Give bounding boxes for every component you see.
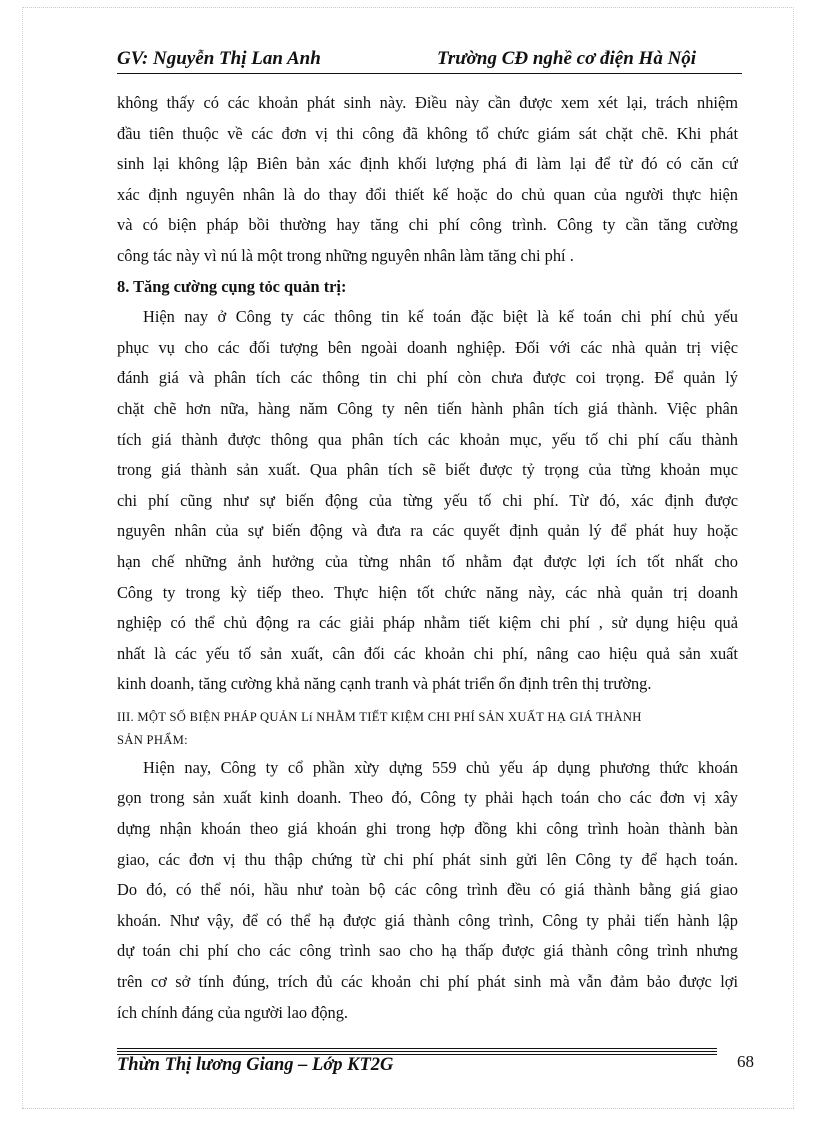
section-heading-3-cont: SẢN PHẨM: bbox=[117, 732, 188, 747]
body-line: đầu tiên thuộc về các đơn vị thi công đã không tổ chức giám sát chặt chẽ. Khi phát bbox=[117, 123, 738, 143]
body-line: Hiện nay, Công ty cổ phần xừy dựng 559 chủ yếu áp dụng phương thức khoán bbox=[143, 757, 738, 777]
body-line: phục vụ cho các đối tượng bên ngoài doanh nghiệp. Đối với các nhà quản trị việc bbox=[117, 337, 738, 357]
document-body bbox=[117, 88, 738, 1028]
body-line: khoán. Như vậy, để có thể hạ được giá thành công trình, Công ty phải tiến hành lập bbox=[117, 910, 738, 930]
body-line: nhất là các yếu tố sản xuất, cân đối các khoản chi phí, nâng cao hiệu quả sản xuất bbox=[117, 643, 738, 663]
body-line: xác định nguyên nhân là do thay đổi thiết kế hoặc do chủ quan của người thực hiện bbox=[117, 184, 738, 204]
body-line: chặt chẽ hơn nữa, hàng năm Công ty nên tiến hành phân tích giá thành. Việc phân bbox=[117, 398, 738, 418]
section-heading-8: 8. Tăng cường cụng tỏc quản trị: bbox=[117, 276, 347, 296]
footer-rule bbox=[117, 1048, 717, 1049]
body-line: và có biện pháp bồi thường hay tăng chi phí công trình. Công ty cần tăng cường bbox=[117, 215, 738, 235]
body-line: sinh lại không lập Biên bản xác định khối lượng phá đi làm lại để từ đó có căn cứ bbox=[117, 154, 738, 174]
body-line: đánh giá và phân tích các thông tin chi phí còn chưa được coi trọng. Để quản lý bbox=[117, 368, 738, 388]
body-line: giao, các đơn vị thu thập chứng từ chi phí phát sinh gửi lên Công ty để hạch toán. bbox=[117, 849, 738, 869]
page-border-top bbox=[22, 7, 794, 8]
footer-author: Thừn Thị lương Giang – Lớp KT2G bbox=[117, 1055, 394, 1075]
page-border-right bbox=[793, 7, 794, 1108]
body-line: gọn trong sản xuất kinh doanh. Theo đó, Công ty phải hạch toán cho các đơn vị xây bbox=[117, 788, 738, 808]
body-line: chi phí cũng như sự biến động của từng yếu tố chi phí. Từ đó, xác định được bbox=[117, 490, 738, 510]
body-line: Công ty trong kỳ tiếp theo. Thực hiện tốt chức năng này, các nhà quản trị doanh bbox=[117, 582, 738, 602]
body-line: ích chính đáng của người lao động. bbox=[117, 1002, 349, 1022]
page-number: 68 bbox=[737, 1052, 754, 1071]
body-line: Do đó, có thể nói, hầu như toàn bộ các công trình đều có giá thành bằng giá giao bbox=[117, 880, 738, 900]
body-line: công tác này vì nú là một trong những nguyên nhân làm tăng chi phí . bbox=[117, 245, 574, 265]
body-line: nguyên nhân của sự biến động và đưa ra các quyết định quản lý để phát huy hoặc bbox=[117, 521, 738, 541]
body-line: dựng nhận khoán theo giá khoán ghi trong hợp đồng khi công trình hoàn thành bàn bbox=[117, 819, 738, 839]
section-heading-3: III. MỘT SỐ BIỆN PHÁP QUẢN Lí NHẰM TIẾT KIỆM CHI PHÍ SẢN XUẤT HẠ GIÁ THÀNH bbox=[117, 709, 642, 724]
body-line: hạn chế những ảnh hưởng của từng nhân tố nhằm đạt được lợi ích tốt nhất cho bbox=[117, 551, 738, 571]
header-rule bbox=[117, 73, 742, 74]
body-line: trên cơ sở tính đúng, trích đủ các khoản chi phí phát sinh mà vẫn đảm bảo được lợi bbox=[117, 972, 738, 992]
body-line: dự toán chi phí cho các công trình sao cho hạ thấp được giá thành công trình nhưng bbox=[117, 941, 738, 961]
body-line: Hiện nay ở Công ty các thông tin kế toán đặc biệt là kế toán chi phí chủ yếu bbox=[143, 307, 738, 327]
header-author: GV: Nguyễn Thị Lan Anh bbox=[117, 48, 321, 69]
header-school: Trường CĐ nghề cơ điện Hà Nội bbox=[437, 48, 697, 69]
body-line: nghiệp có thể chủ động ra các giải pháp nhằm tiết kiệm chi phí , sử dụng hiệu quả bbox=[117, 613, 738, 633]
page-header bbox=[117, 48, 742, 74]
page-border-left bbox=[22, 7, 23, 1108]
footer-rule bbox=[117, 1051, 717, 1052]
body-line: không thấy có các khoản phát sinh này. Điều này cần được xem xét lại, trách nhiệm bbox=[117, 93, 738, 112]
body-line: tích giá thành được thông qua phân tích các khoản mục, yếu tố chi phí cấu thành bbox=[117, 429, 738, 449]
body-line: kinh doanh, tăng cường khả năng cạnh tranh và phát triển ổn định trên thị trường. bbox=[117, 674, 652, 694]
page-border-bottom bbox=[22, 1108, 794, 1109]
body-line: trong giá thành sản xuất. Qua phân tích sẽ biết được tỷ trọng của từng khoản mục bbox=[117, 460, 738, 480]
